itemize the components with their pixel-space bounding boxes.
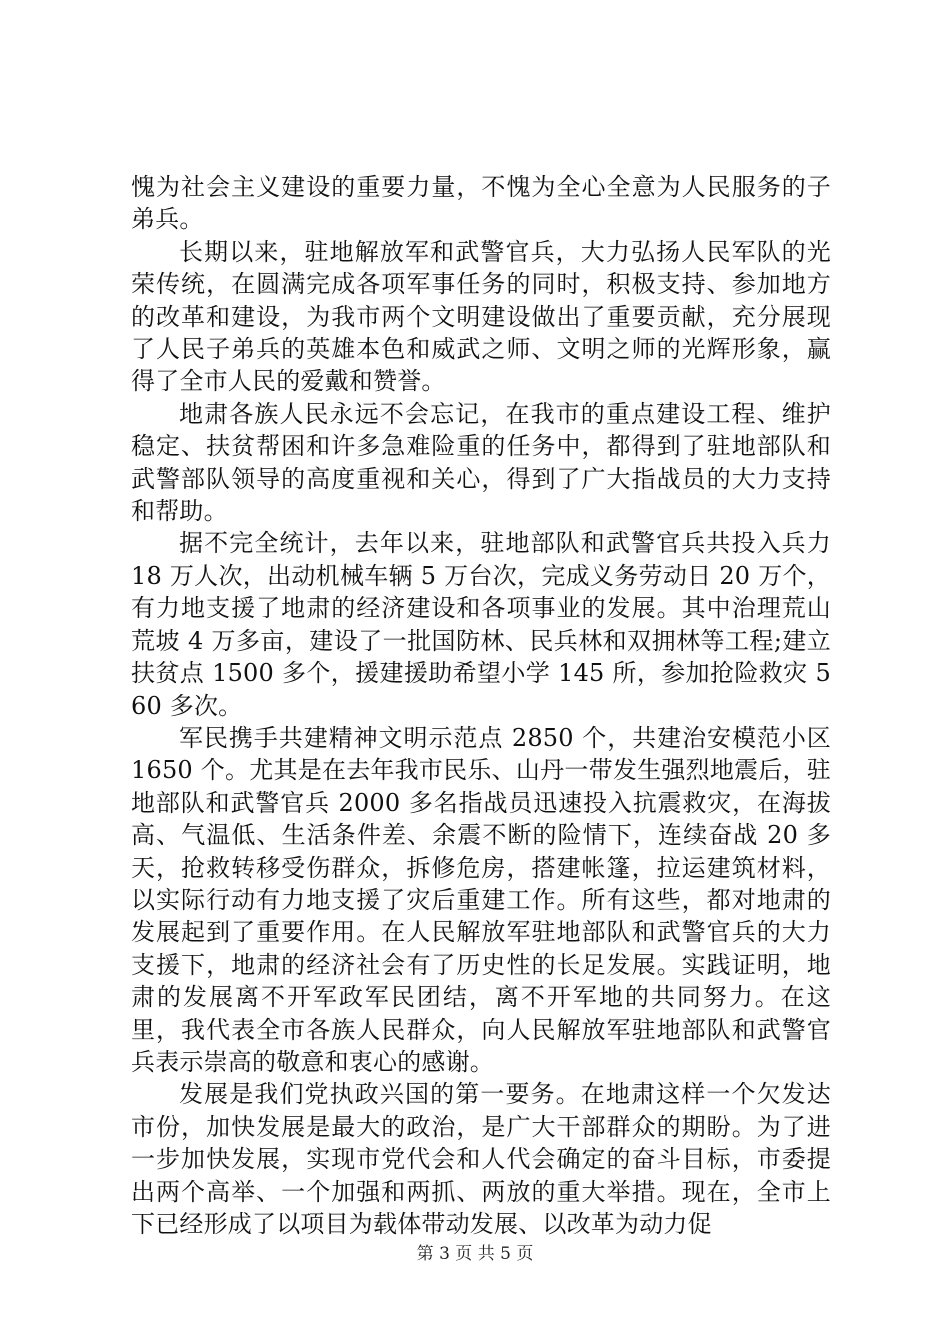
paragraph: 地肃各族人民永远不会忘记，在我市的重点建设工程、维护稳定、扶贫帮困和许多急难险重的任务中，都得到了驻地部队和武警部队领导的高度重视和关心，得到了广大指战员的大力支持和帮助。 [131,399,831,526]
paragraph: 发展是我们党执政兴国的第一要务。在地肃这样一个欠发达市份，加快发展是最大的政治，是广大干部群众的期盼。为了进一步加快发展，实现市党代会和人代会确定的奋斗目标，市委提出两个高举、一个加强和两抓、两放的重大举措。现在，全市上下已经形成了以项目为载体带动发展、以改革为动力促 [131,1080,831,1238]
paragraph: 长期以来，驻地解放军和武警官兵，大力弘扬人民军队的光荣传统，在圆满完成各项军事任务的同时，积极支持、参加地方的改革和建设，为我市两个文明建设做出了重要贡献，充分展现了人民子弟兵的英雄本色和威武之师、文明之师的光辉形象，赢得了全市人民的爱戴和赞誉。 [131,237,831,396]
paragraph: 军民携手共建精神文明示范点 2850 个，共建治安模范小区 1650 个。尤其是在去年我市民乐、山丹一带发生强烈地震后，驻地部队和武警官兵 2000 多名指战员迅速投入抗震救灾，在海拔高、气温低、生活条件差、余震不断的险情下，连续奋战 20 多天，抢救转移受伤群众，拆修危房，搭建帐篷，拉运建筑材料，以实际行动有力地支援了灾后重建工作。所有这些，都对地肃的发展起到了重要作用。在人民解放军驻地部队和武警官兵的大力支援下，地肃的经济社会有了历史性的长足发展。实践证明，地肃的发展离不开军政军民团结，离不开军地的共同努力。在这里，我代表全市各族人民群众，向人民解放军驻地部队和武警官兵表示崇高的敬意和衷心的感谢。 [131,723,831,1076]
page-number-footer: 第 3 页 共 5 页 [416,1244,534,1264]
paragraph: 据不完全统计，去年以来，驻地部队和武警官兵共投入兵力 18 万人次，出动机械车辆 5 万台次，完成义务劳动日 20 万个，有力地支援了地肃的经济建设和各项事业的发展。其中治理荒山荒坡 4 万多亩，建设了一批国防林、民兵林和双拥林等工程;建立扶贫点 1500 多个，援建援助希望小学 145 所，参加抢险救灾 560 多次。 [131,529,831,720]
paragraph-continuation: 愧为社会主义建设的重要力量，不愧为全心全意为人民服务的子弟兵。 [131,173,831,234]
document-body [131,171,831,1240]
